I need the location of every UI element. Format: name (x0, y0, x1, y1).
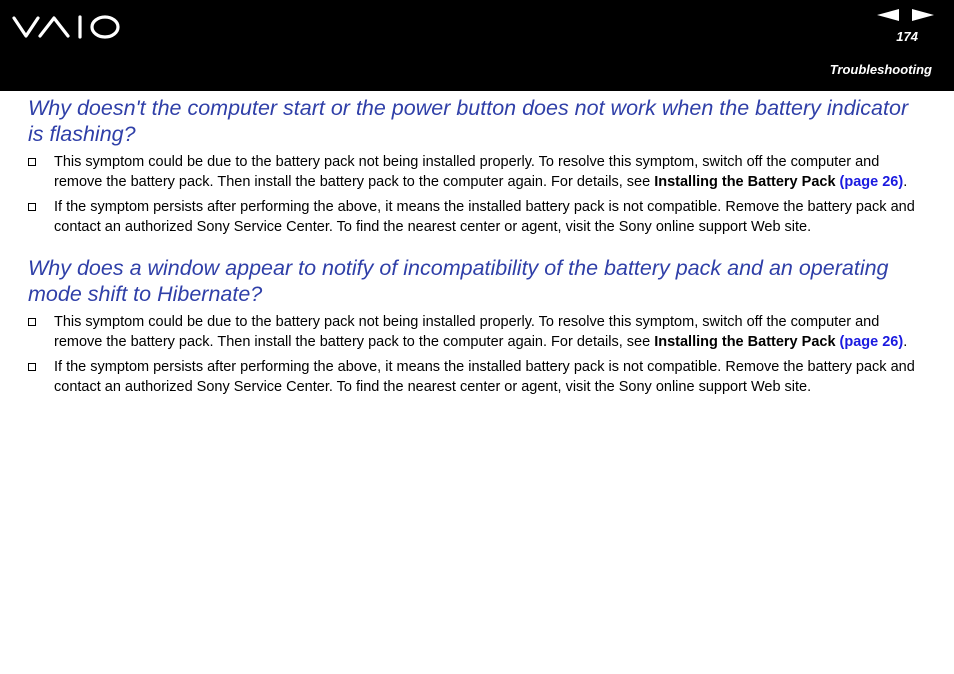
arrow-right-icon[interactable] (912, 9, 934, 21)
item-text: If the symptom persists after performing the above, it means the installed battery pack is not compatible. Remove the battery pack and contact an authorized Sony Service Center. To find the nearest center or agent, visit the Sony online support Web site. (54, 359, 915, 395)
page-content (28, 95, 928, 403)
checkbox-bullet-icon (28, 203, 36, 211)
cross-reference: Installing the Battery Pack (654, 333, 836, 350)
faq-section (28, 95, 928, 237)
list-item (28, 358, 928, 397)
checkbox-bullet-icon (28, 363, 36, 371)
page-number: 174 (896, 29, 918, 44)
list-item (28, 313, 928, 352)
item-text: This symptom could be due to the battery pack not being installed properly. To resolve this symptom, switch off the computer and remove the battery pack. Then install the battery pack to the computer again. For details, see (54, 154, 880, 190)
faq-section (28, 255, 928, 397)
cross-reference: Installing the Battery Pack (654, 173, 836, 190)
list-item (28, 153, 928, 192)
item-text-end: . (903, 333, 908, 350)
answer-list (28, 153, 928, 237)
section-heading: Why does a window appear to notify of incompatibility of the battery pack and an operating mode shift to Hibernate? (28, 256, 889, 306)
section-heading: Why doesn't the computer start or the power button does not work when the battery indicator is flashing? (28, 96, 909, 146)
page-link[interactable]: (page 26) (839, 173, 904, 190)
item-text: If the symptom persists after performing the above, it means the installed battery pack is not compatible. Remove the battery pack and contact an authorized Sony Service Center. To find the nearest center or agent, visit the Sony online support Web site. (54, 199, 915, 235)
checkbox-bullet-icon (28, 318, 36, 326)
list-item (28, 198, 928, 237)
item-text-end: . (903, 173, 908, 190)
checkbox-bullet-icon (28, 158, 36, 166)
page-header (0, 0, 954, 91)
arrow-left-icon[interactable] (877, 9, 899, 21)
section-label: Troubleshooting (829, 62, 932, 77)
item-text: This symptom could be due to the battery pack not being installed properly. To resolve this symptom, switch off the computer and remove the battery pack. Then install the battery pack to the computer again. For details, see (54, 314, 880, 350)
vaio-logo (12, 12, 122, 40)
page-link[interactable]: (page 26) (839, 333, 904, 350)
answer-list (28, 313, 928, 397)
